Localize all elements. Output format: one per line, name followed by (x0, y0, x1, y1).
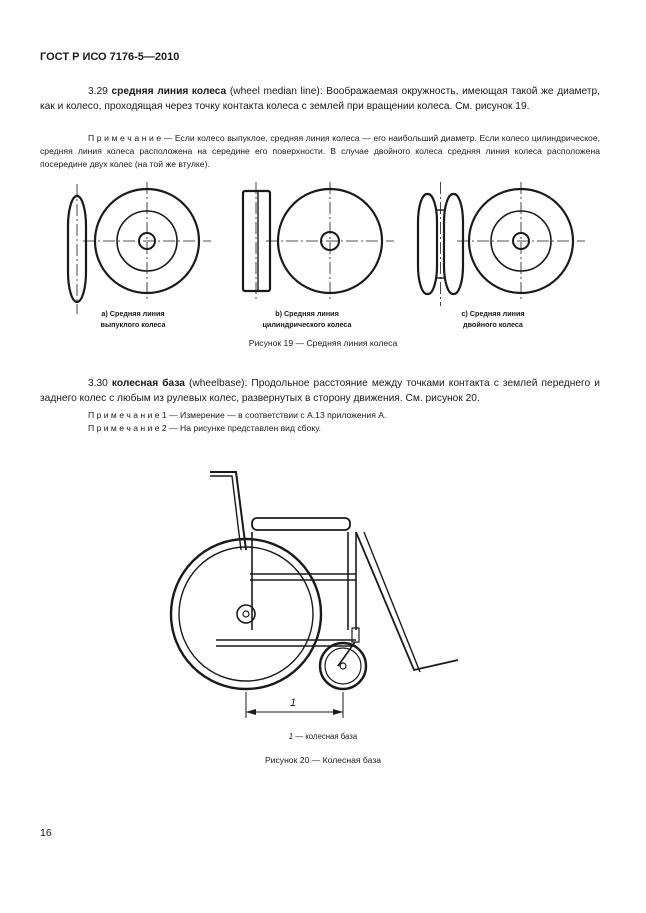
term-english: (wheelbase) (189, 378, 245, 389)
section-3-29 (40, 84, 600, 114)
figure-19-caption: Рисунок 19 — Средняя линия колеса (248, 338, 398, 348)
figure-20-wheelchair (0, 460, 646, 740)
figure-20-legend: 1 — колесная база (288, 732, 358, 741)
page-number: 16 (40, 827, 52, 839)
definition: : Продольное расстояние между точками контакта с землей переднего и заднего колес с любым из рулевых колес, развернутых в сторону движения. См. рисунок 20. (40, 378, 600, 404)
section-3-30 (40, 376, 600, 406)
subcaption-c: с) Средняя линия двойного колеса (461, 309, 525, 329)
figure-20-caption: Рисунок 20 — Колесная база (264, 755, 382, 765)
term: средняя линия колеса (111, 86, 227, 97)
term-english: (wheel median line) (229, 86, 320, 97)
cylindrical-wheel-side (243, 182, 270, 300)
dimension-label: 1 (290, 697, 297, 709)
caster-wheel (320, 643, 366, 689)
note-label: П р и м е ч а н и е 1 (88, 410, 167, 420)
cylindrical-wheel-front (266, 182, 394, 300)
note-label: П р и м е ч а н и е 2 (88, 423, 167, 433)
definition: : Воображаемая окружность, имеющая такой же диаметр, как и колесо, проходящая через точку контакта колеса с землей при вращении колеса. См. рисунок 19. (40, 86, 600, 112)
note-text: — На рисунке представлен вид сбоку. (166, 423, 322, 433)
note-text: — Если колесо выпуклое, средняя линия колеса — его наибольший диаметр. Если колесо цилиндрическое, средняя линия колеса расположена на середине его поверхности. В случае двойного колеса средняя линия колеса расположена посередине двух колес (на той же втулке). (40, 133, 601, 169)
note-text: — Измерение — в соответствии с А.13 приложения А. (166, 410, 387, 420)
subcaption-b: b) Средняя линия цилиндрического колеса (262, 309, 352, 329)
term: колесная база (111, 378, 185, 389)
convex-wheel-side (68, 184, 86, 314)
convex-wheel-front (83, 182, 211, 300)
double-wheel-side (418, 182, 463, 306)
note-label: П р и м е ч а н и е (88, 133, 162, 143)
double-wheel-front (457, 182, 585, 300)
section-number: 3.29 (88, 86, 108, 97)
rear-wheel (171, 539, 321, 689)
document-header: ГОСТ Р ИСО 7176-5—2010 (40, 51, 180, 63)
note-3-30-2 (40, 422, 600, 435)
subcaption-a: а) Средняя линия выпуклого колеса (100, 309, 166, 329)
section-number: 3.30 (88, 378, 108, 389)
note-3-29 (40, 132, 600, 171)
figure-19 (0, 180, 646, 320)
note-3-30-1 (40, 409, 600, 422)
seat (252, 518, 350, 530)
leg-rest (356, 532, 458, 670)
